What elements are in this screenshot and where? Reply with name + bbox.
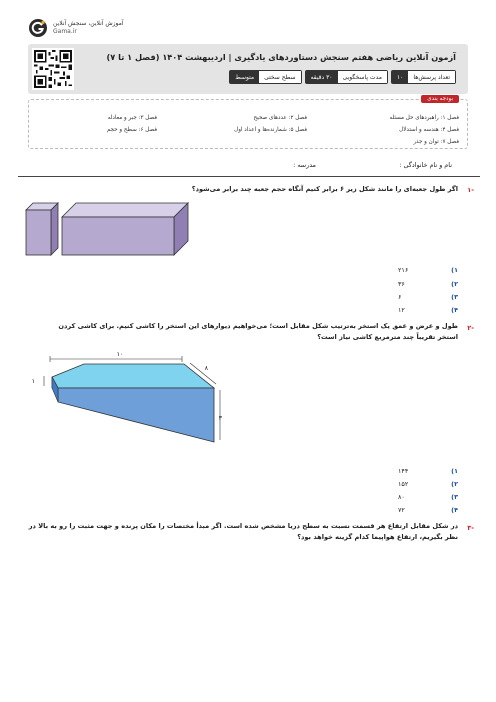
info-value: ۱۰ [392,71,408,83]
gama-logo-icon [28,18,48,38]
info-question-count [391,70,456,84]
option-number: ۱) [451,266,458,274]
topic-item: فصل ۳: جبر و معادله [107,115,157,121]
option-number: ۴) [451,306,458,314]
topic-item: فصل ۱: راهبردهای حل مسئله [389,115,459,121]
boxes-figure [24,198,196,260]
pool-width-label: ۸ [204,364,208,372]
answer-option[interactable] [398,493,458,501]
school-label: مدرسه : [293,161,316,169]
brand [28,18,124,38]
exam-info-row [229,70,456,84]
question-number: -۱ [467,186,474,194]
exam-header [28,44,468,94]
topics-tag: بودجه بندی [421,95,459,103]
pool-deep-label: ۳ [218,414,222,422]
topic-item: فصل ۴: هندسه و استدلال [399,127,459,133]
info-label: تعداد پرسش‌ها [408,71,455,83]
question-number: -۳ [467,524,474,532]
option-number: ۲) [451,480,458,488]
divider [18,176,480,177]
answer-option[interactable] [398,266,458,274]
info-value: ۳۰ دقیقه [306,71,338,83]
answer-option[interactable] [398,306,458,314]
topic-item: فصل ۶: سطح و حجم [106,127,157,133]
answer-option[interactable] [398,467,458,475]
answer-option[interactable] [398,480,458,488]
topics-box [28,96,468,149]
option-text: ۱۲ [398,306,405,314]
option-number: ۳) [451,293,458,301]
info-label: سطح سختی [259,71,300,83]
exam-title: آزمون آنلاین ریاضی هفتم سنجش دستاوردهای یادگیری | اردیبهشت ۱۴۰۴ (فصل ۱ تا ۷) [106,52,456,62]
pool-figure [32,350,228,450]
option-text: ۱۵۲ [398,480,409,488]
brand-site: Gama.ir [53,28,77,35]
option-text: ۱۴۴ [398,467,409,475]
info-difficulty [229,70,301,84]
question-number: -۲ [467,324,474,332]
question-text: در شکل مقابل ارتفاع هر قسمت نسبت به سطح دریا مشخص شده است. اگر مبدأ مختصات را مکان پرنده و جهت مثبت را رو به بالا در نظر بگیریم، ارتفاع هواپیما کدام گزینه خواهد بود؟ [28,522,458,541]
answer-option[interactable] [398,280,458,288]
option-number: ۴) [451,506,458,514]
question-text: اگر طول جعبه‌ای را مانند شکل زیر ۶ برابر کنیم آنگاه حجم جعبه چند برابر می‌شود؟ [191,185,458,193]
pool-shallow-label: ۱ [31,377,35,385]
topic-item: فصل ۲: عددهای صحیح [253,115,307,121]
option-number: ۳) [451,493,458,501]
info-duration [305,70,388,84]
answer-option[interactable] [398,506,458,514]
pool-length-label: ۱۰ [116,350,124,358]
topic-item: فصل ۷: توان و جذر [413,139,459,145]
option-text: ۶ [398,293,402,301]
option-text: ۳۶ [398,280,405,288]
option-text: ۷۲ [398,506,405,514]
option-number: ۱) [451,467,458,475]
brand-name: آموزش آنلاین، سنجش آنلاین [53,19,124,27]
option-text: ۸۰ [398,493,405,501]
option-number: ۲) [451,280,458,288]
question-text: طول و عرض و عمق یک استخر به‌ترتیب شکل مقابل است؛ می‌خواهیم دیوارهای این استخر را کاشی کنیم. برای کاشی کردن استخر تقریباً چند مترمربع کاشی نیاز است؟ [58,322,458,341]
qr-code-icon [32,48,74,90]
info-label: مدت پاسخگویی [338,71,387,83]
info-value: متوسط [230,71,259,83]
answer-option[interactable] [398,293,458,301]
topic-item: فصل ۵: شمارنده‌ها و اعداد اول [234,127,307,133]
option-text: ۲۱۶ [398,266,409,274]
student-name-label: نام و نام خانوادگی : [399,161,452,169]
